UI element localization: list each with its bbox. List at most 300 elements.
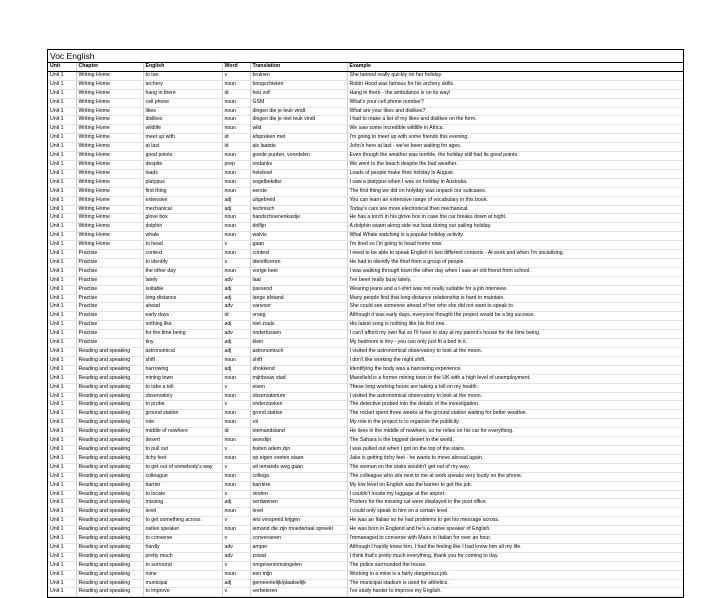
translation-cell: ondertussen — [250, 330, 347, 339]
word-type-cell: noun — [222, 98, 250, 107]
translation-cell: klein — [250, 339, 347, 348]
example-cell: We went to the beach despite the bad weather. — [347, 160, 683, 169]
chapter-cell: Writing Home — [76, 232, 143, 241]
word-type-cell: noun — [222, 356, 250, 365]
word-type-cell: noun — [222, 392, 250, 401]
translation-cell: walvis — [250, 232, 347, 241]
table-row — [48, 98, 683, 107]
english-cell: cell phone — [143, 98, 222, 107]
chapter-cell: Reading and speaking — [76, 499, 143, 508]
word-type-cell: noun — [222, 223, 250, 232]
table-row — [48, 205, 683, 214]
unit-cell: Unit 1 — [48, 535, 76, 544]
chapter-cell: Writing Home — [76, 178, 143, 187]
vocabulary-table — [48, 63, 683, 597]
table-row — [48, 250, 683, 259]
chapter-cell: Practise — [76, 294, 143, 303]
chapter-cell: Reading and speaking — [76, 588, 143, 597]
translation-cell: als laatste — [250, 143, 347, 152]
unit-cell: Unit 1 — [48, 205, 76, 214]
word-type-cell: noun — [222, 267, 250, 276]
word-type-cell: noun — [222, 472, 250, 481]
table-row — [48, 71, 683, 80]
example-cell: The colleague who sits next to me at work speaks very loudy on the phone. — [347, 472, 683, 481]
chapter-cell: Practise — [76, 303, 143, 312]
unit-cell: Unit 1 — [48, 383, 76, 392]
word-type-cell: adv — [222, 552, 250, 561]
example-cell: I've study harder to improve my English. — [347, 588, 683, 597]
word-type-cell: adj — [222, 348, 250, 357]
unit-cell: Unit 1 — [48, 472, 76, 481]
unit-cell: Unit 1 — [48, 561, 76, 570]
example-cell: I was pulled out when I got on the top of the stairs. — [347, 445, 683, 454]
chapter-cell: Reading and speaking — [76, 383, 143, 392]
english-cell: to head — [143, 241, 222, 250]
example-cell: Robin Hood was famous for his archery skills. — [347, 80, 683, 89]
unit-cell: Unit 1 — [48, 71, 76, 80]
unit-cell: Unit 1 — [48, 356, 76, 365]
unit-cell: Unit 1 — [48, 116, 76, 125]
chapter-cell: Reading and speaking — [76, 472, 143, 481]
unit-cell: Unit 1 — [48, 330, 76, 339]
table-row — [48, 276, 683, 285]
table-row — [48, 294, 683, 303]
chapter-cell: Reading and speaking — [76, 437, 143, 446]
english-cell: to surround — [143, 561, 222, 570]
translation-cell: converseren — [250, 535, 347, 544]
english-cell: native speaker — [143, 526, 222, 535]
chapter-cell: Reading and speaking — [76, 454, 143, 463]
unit-cell: Unit 1 — [48, 160, 76, 169]
translation-cell: grond station — [250, 410, 347, 419]
table-row — [48, 401, 683, 410]
chapter-cell: Practise — [76, 250, 143, 259]
unit-cell: Unit 1 — [48, 526, 76, 535]
example-cell: I'm going to meet up with some friends this evening. — [347, 134, 683, 143]
chapter-cell: Reading and speaking — [76, 356, 143, 365]
example-cell: She could see someone ahead of her who she did not want to speak to. — [347, 303, 683, 312]
example-cell: I was walking through town the other day when I saw an old friend from school. — [347, 267, 683, 276]
english-cell: colleague — [143, 472, 222, 481]
example-cell: What are your likes and dislikes? — [347, 107, 683, 116]
unit-cell: Unit 1 — [48, 552, 76, 561]
translation-cell: dingen die je niet leuk vindt — [250, 116, 347, 125]
word-type-cell: id — [222, 89, 250, 98]
chapter-cell: Reading and speaking — [76, 374, 143, 383]
unit-cell: Unit 1 — [48, 401, 76, 410]
english-cell: to get out of somebody's way — [143, 463, 222, 472]
word-type-cell: v — [222, 258, 250, 267]
example-cell: These long working hours are taking a toll on my health. — [347, 383, 683, 392]
translation-cell: astronomisch — [250, 348, 347, 357]
table-row — [48, 410, 683, 419]
word-type-cell: noun — [222, 116, 250, 125]
translation-cell: gemeentelijk/plaatselijk — [250, 579, 347, 588]
translation-cell: mijnbouw stad — [250, 374, 347, 383]
english-cell: municipal — [143, 579, 222, 588]
translation-cell: gaan — [250, 241, 347, 250]
word-type-cell: adj — [222, 294, 250, 303]
chapter-cell: Writing Home — [76, 152, 143, 161]
unit-cell: Unit 1 — [48, 80, 76, 89]
translation-cell: context — [250, 250, 347, 259]
example-cell: Wearing jeans and a t-shirt was not really suitable for a job interview. — [347, 285, 683, 294]
english-cell: long-distance — [143, 294, 222, 303]
word-type-cell: id — [222, 134, 250, 143]
word-type-cell: noun — [222, 481, 250, 490]
word-type-cell: noun — [222, 80, 250, 89]
example-cell: I had to make a list of my likes and dislikes on the form. — [347, 116, 683, 125]
table-row — [48, 383, 683, 392]
english-cell: harrowing — [143, 365, 222, 374]
word-type-cell: noun — [222, 187, 250, 196]
chapter-cell: Writing Home — [76, 89, 143, 98]
english-cell: good points — [143, 152, 222, 161]
unit-cell: Unit 1 — [48, 303, 76, 312]
translation-cell: vanvoor — [250, 303, 347, 312]
example-cell: I visited the astronomical observatory to look at the moon. — [347, 348, 683, 357]
english-cell: to get something across — [143, 517, 222, 526]
example-cell: He was an Italian so he had problems to get his message across. — [347, 517, 683, 526]
table-row — [48, 196, 683, 205]
example-cell: The first thing we did on holyday was unpack our suitcases. — [347, 187, 683, 196]
example-cell: The woman on the stairs wouldn't get out of my way. — [347, 463, 683, 472]
example-cell: I could only speak to him on a certain level. — [347, 508, 683, 517]
table-row — [48, 374, 683, 383]
chapter-cell: Writing Home — [76, 116, 143, 125]
table-row — [48, 152, 683, 161]
word-type-cell: v — [222, 535, 250, 544]
unit-cell: Unit 1 — [48, 579, 76, 588]
chapter-cell: Practise — [76, 285, 143, 294]
word-type-cell: adj — [222, 579, 250, 588]
example-cell: The detective probed into the details of the investigation. — [347, 401, 683, 410]
english-cell: archery — [143, 80, 222, 89]
table-row — [48, 321, 683, 330]
example-cell: I don't like working the night shift. — [347, 356, 683, 365]
english-cell: role — [143, 419, 222, 428]
chapter-cell: Writing Home — [76, 134, 143, 143]
word-type-cell: noun — [222, 214, 250, 223]
table-row — [48, 428, 683, 437]
table-row — [48, 419, 683, 428]
unit-cell: Unit 1 — [48, 410, 76, 419]
word-type-cell: noun — [222, 152, 250, 161]
word-type-cell: v — [222, 490, 250, 499]
english-cell: wildlife — [143, 125, 222, 134]
chapter-cell: Practise — [76, 267, 143, 276]
word-type-cell: adv — [222, 330, 250, 339]
word-type-cell: v — [222, 383, 250, 392]
unit-cell: Unit 1 — [48, 250, 76, 259]
example-cell: His latest song is nothing like his first one. — [347, 321, 683, 330]
example-cell: Even though the weather was terrible, the holiday still had its good points. — [347, 152, 683, 161]
word-type-cell: noun — [222, 374, 250, 383]
unit-cell: Unit 1 — [48, 107, 76, 116]
table-row — [48, 445, 683, 454]
table-row — [48, 481, 683, 490]
translation-cell: eisen — [250, 383, 347, 392]
unit-cell: Unit 1 — [48, 445, 76, 454]
unit-cell: Unit 1 — [48, 134, 76, 143]
example-cell: My role in the project is to organize the publicity. — [347, 419, 683, 428]
example-cell: John's here at last - we've been waiting for ages. — [347, 143, 683, 152]
table-row — [48, 454, 683, 463]
translation-cell: zowat — [250, 552, 347, 561]
unit-cell: Unit 1 — [48, 187, 76, 196]
table-row — [48, 125, 683, 134]
example-cell: Whal Whale watching is a popular holiday activity. — [347, 232, 683, 241]
chapter-cell: Reading and speaking — [76, 445, 143, 454]
word-type-cell: noun — [222, 107, 250, 116]
translation-cell: shift — [250, 356, 347, 365]
example-cell: Mansfield is a former mining town in the UK with a high level of unemployment. — [347, 374, 683, 383]
chapter-cell: Reading and speaking — [76, 481, 143, 490]
english-cell: to locate — [143, 490, 222, 499]
english-cell: despite — [143, 160, 222, 169]
unit-cell: Unit 1 — [48, 89, 76, 98]
example-cell: Identifying the body was a harrowing experience. — [347, 365, 683, 374]
english-cell: to improve — [143, 588, 222, 597]
word-type-cell: v — [222, 241, 250, 250]
word-type-cell: v — [222, 561, 250, 570]
example-cell: I couldn't locate my luggage at the airport. — [347, 490, 683, 499]
unit-cell: Unit 1 — [48, 463, 76, 472]
table-row — [48, 178, 683, 187]
unit-cell: Unit 1 — [48, 392, 76, 401]
english-cell: pretty much — [143, 552, 222, 561]
table-row — [48, 134, 683, 143]
unit-cell: Unit 1 — [48, 169, 76, 178]
unit-cell: Unit 1 — [48, 543, 76, 552]
table-row — [48, 80, 683, 89]
unit-cell: Unit 1 — [48, 490, 76, 499]
translation-cell: niet zoals — [250, 321, 347, 330]
word-type-cell: id — [222, 312, 250, 321]
chapter-cell: Reading and speaking — [76, 401, 143, 410]
translation-cell: collega — [250, 472, 347, 481]
table-row — [48, 463, 683, 472]
english-cell: barrier — [143, 481, 222, 490]
translation-cell: level — [250, 508, 347, 517]
vocabulary-sheet — [47, 49, 684, 598]
table-row — [48, 285, 683, 294]
example-cell: My bedroom is tiny - you can only just fit a bed in it. — [347, 339, 683, 348]
english-cell: observatory — [143, 392, 222, 401]
unit-cell: Unit 1 — [48, 312, 76, 321]
chapter-cell: Reading and speaking — [76, 508, 143, 517]
example-cell: What's your cell phone number? — [347, 98, 683, 107]
table-row — [48, 543, 683, 552]
unit-cell: Unit 1 — [48, 258, 76, 267]
unit-cell: Unit 1 — [48, 152, 76, 161]
example-cell: Although I hardly knew him, I had the feeling like I had know him all my life. — [347, 543, 683, 552]
translation-cell: handschoenenkastje — [250, 214, 347, 223]
translation-cell: uit iemands weg gaan — [250, 463, 347, 472]
english-cell: desert — [143, 437, 222, 446]
english-cell: to identify — [143, 258, 222, 267]
translation-cell: identificeren — [250, 258, 347, 267]
english-cell: to tan — [143, 71, 222, 80]
column-header-word: Word — [222, 63, 250, 71]
translation-cell: niemandsland — [250, 428, 347, 437]
word-type-cell: noun — [222, 454, 250, 463]
example-cell: I think that's pretty much everything, thank you for coming to day. — [347, 552, 683, 561]
translation-cell: buiten adem zijn — [250, 445, 347, 454]
word-type-cell: adj — [222, 196, 250, 205]
chapter-cell: Reading and speaking — [76, 526, 143, 535]
word-type-cell: v — [222, 401, 250, 410]
translation-cell: uitgebreid — [250, 196, 347, 205]
translation-cell: bruinen — [250, 71, 347, 80]
chapter-cell: Reading and speaking — [76, 543, 143, 552]
translation-cell: dingen die je leuk vindt — [250, 107, 347, 116]
table-row — [48, 223, 683, 232]
english-cell: mine — [143, 570, 222, 579]
example-cell: Many people find that long-distance relationship is hard to maintain. — [347, 294, 683, 303]
unit-cell: Unit 1 — [48, 223, 76, 232]
english-cell: at last — [143, 143, 222, 152]
example-cell: I need to be able to speak English in two different contexts - At work and when I'm socialising. — [347, 250, 683, 259]
chapter-cell: Reading and speaking — [76, 535, 143, 544]
english-cell: mechanical — [143, 205, 222, 214]
chapter-cell: Writing Home — [76, 80, 143, 89]
english-cell: to converse — [143, 535, 222, 544]
translation-cell: wild — [250, 125, 347, 134]
unit-cell: Unit 1 — [48, 499, 76, 508]
table-row — [48, 214, 683, 223]
translation-cell: onderzoeken — [250, 401, 347, 410]
chapter-cell: Reading and speaking — [76, 570, 143, 579]
table-row — [48, 392, 683, 401]
chapter-cell: Writing Home — [76, 241, 143, 250]
unit-cell: Unit 1 — [48, 374, 76, 383]
english-cell: for the time being — [143, 330, 222, 339]
translation-cell: vroeg — [250, 312, 347, 321]
word-type-cell: id — [222, 143, 250, 152]
translation-cell: boogschieten — [250, 80, 347, 89]
table-row — [48, 267, 683, 276]
unit-cell: Unit 1 — [48, 588, 76, 597]
unit-cell: Unit 1 — [48, 214, 76, 223]
word-type-cell: noun — [222, 232, 250, 241]
chapter-cell: Practise — [76, 321, 143, 330]
chapter-cell: Reading and speaking — [76, 419, 143, 428]
word-type-cell: noun — [222, 508, 250, 517]
example-cell: Posters for the missing cat were displayed in the post office. — [347, 499, 683, 508]
translation-cell: shokkend — [250, 365, 347, 374]
unit-cell: Unit 1 — [48, 125, 76, 134]
example-cell: A dolphin swam along side our boat during our sailing holiday. — [347, 223, 683, 232]
unit-cell: Unit 1 — [48, 178, 76, 187]
example-cell: The Sahara is the biggest desert in the world. — [347, 437, 683, 446]
example-cell: Today's cars are more electronical than mechanical. — [347, 205, 683, 214]
translation-cell: passend — [250, 285, 347, 294]
translation-cell: vorige keer — [250, 267, 347, 276]
translation-cell: omgeven/omsingelen — [250, 561, 347, 570]
word-type-cell: v — [222, 445, 250, 454]
column-header-translation: Translation — [250, 63, 347, 71]
unit-cell: Unit 1 — [48, 419, 76, 428]
table-row — [48, 490, 683, 499]
translation-cell: hou vol! — [250, 89, 347, 98]
table-row — [48, 107, 683, 116]
english-cell: to pull out — [143, 445, 222, 454]
example-cell: You can learn an extensive range of vocabulary in this book. — [347, 196, 683, 205]
translation-cell: technisch — [250, 205, 347, 214]
table-row — [48, 508, 683, 517]
chapter-cell: Reading and speaking — [76, 348, 143, 357]
table-row — [48, 116, 683, 125]
word-type-cell: adj — [222, 321, 250, 330]
unit-cell: Unit 1 — [48, 481, 76, 490]
word-type-cell: adv — [222, 303, 250, 312]
english-cell: platypus — [143, 178, 222, 187]
table-row — [48, 232, 683, 241]
chapter-cell: Practise — [76, 312, 143, 321]
table-row — [48, 579, 683, 588]
translation-cell: dolfijn — [250, 223, 347, 232]
english-cell: level — [143, 508, 222, 517]
translation-cell: GSM — [250, 98, 347, 107]
example-cell: Loads of people make their holiday in August. — [347, 169, 683, 178]
table-row — [48, 187, 683, 196]
example-cell: We saw some incredible wildlife in Africa. — [347, 125, 683, 134]
unit-cell: Unit 1 — [48, 339, 76, 348]
table-row — [48, 330, 683, 339]
example-cell: I've been really busy lately. — [347, 276, 683, 285]
english-cell: dolphin — [143, 223, 222, 232]
chapter-cell: Practise — [76, 330, 143, 339]
example-cell: Working in a mine is a fairly dangerous job. — [347, 570, 683, 579]
unit-cell: Unit 1 — [48, 365, 76, 374]
english-cell: astronomical — [143, 348, 222, 357]
chapter-cell: Writing Home — [76, 107, 143, 116]
word-type-cell: adj — [222, 365, 250, 374]
table-header-row — [48, 63, 683, 71]
word-type-cell: v — [222, 517, 250, 526]
chapter-cell: Reading and speaking — [76, 463, 143, 472]
table-row — [48, 258, 683, 267]
word-type-cell: prep — [222, 160, 250, 169]
english-cell: whale — [143, 232, 222, 241]
chapter-cell: Reading and speaking — [76, 517, 143, 526]
unit-cell: Unit 1 — [48, 454, 76, 463]
example-cell: He lives in the middle of nowhere, so he relies on his car for everything. — [347, 428, 683, 437]
chapter-cell: Practise — [76, 339, 143, 348]
chapter-cell: Writing Home — [76, 187, 143, 196]
table-row — [48, 312, 683, 321]
chapter-cell: Writing Home — [76, 169, 143, 178]
table-row — [48, 169, 683, 178]
table-row — [48, 552, 683, 561]
sheet-title: Voc English — [48, 50, 683, 63]
word-type-cell: adj — [222, 339, 250, 348]
table-row — [48, 535, 683, 544]
english-cell: mining town — [143, 374, 222, 383]
unit-cell: Unit 1 — [48, 348, 76, 357]
chapter-cell: Writing Home — [76, 196, 143, 205]
example-cell: The police surrounded the house. — [347, 561, 683, 570]
example-cell: Jake is getting itchy feet - he wants to move abroad again. — [347, 454, 683, 463]
table-row — [48, 472, 683, 481]
table-row — [48, 303, 683, 312]
chapter-cell: Reading and speaking — [76, 410, 143, 419]
translation-cell: observatorium — [250, 392, 347, 401]
word-type-cell: adv — [222, 543, 250, 552]
translation-cell: eerste — [250, 187, 347, 196]
table-row — [48, 160, 683, 169]
